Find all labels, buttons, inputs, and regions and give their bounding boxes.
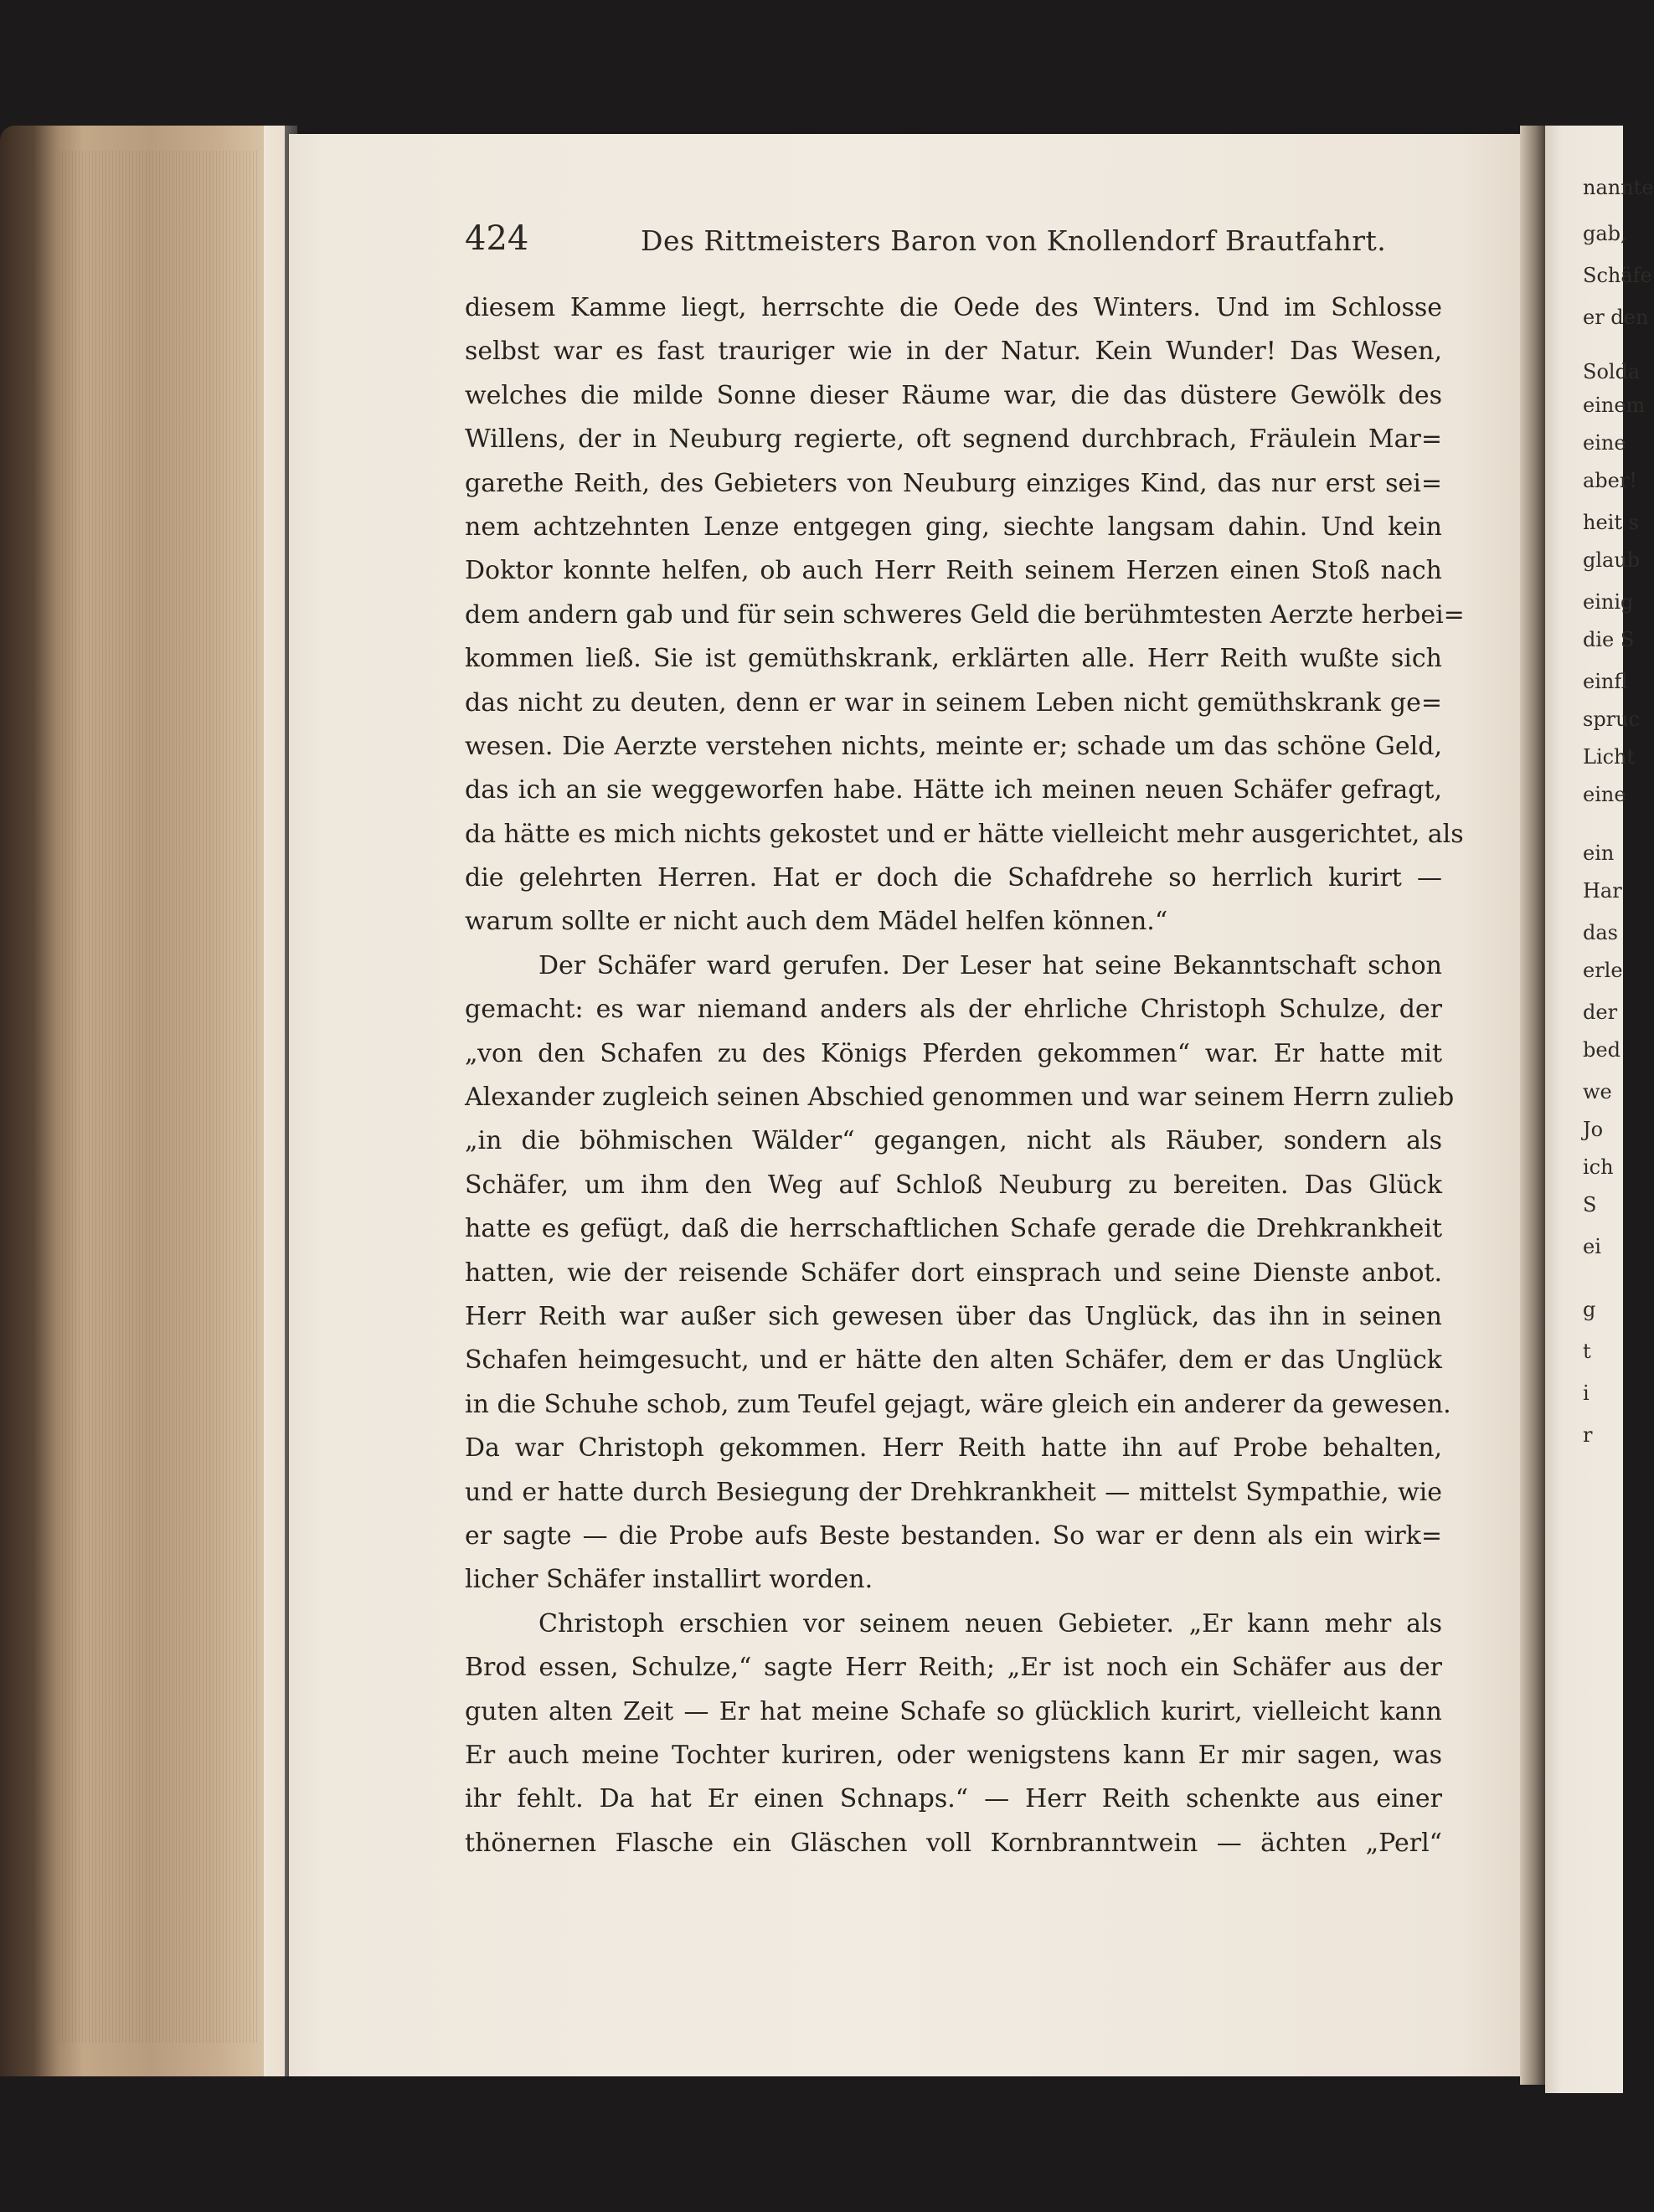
right-page-fragment: er den [1583, 306, 1649, 329]
text-line: er sagte — die Probe aufs Beste bestanden. So war er denn als ein wirk= [465, 1520, 1442, 1551]
text-line: Der Schäfer ward gerufen. Der Leser hat seine Bekanntschaft schon [538, 950, 1442, 980]
right-page-fragment: ein [1583, 841, 1615, 865]
text-line: Alexander zugleich seinen Abschied genommen und war seinem Herrn zulieb [465, 1083, 1455, 1113]
text-line: welches die milde Sonne dieser Räume war, die das düstere Gewölk des [465, 380, 1442, 410]
text-line: das nicht zu deuten, denn er war in seinem Leben nicht gemüthskrank ge= [465, 687, 1442, 718]
right-page-fragment: das [1583, 921, 1618, 944]
text-line: guten alten Zeit — Er hat meine Schafe so glücklich kurirt, vielleicht kann [465, 1696, 1442, 1726]
right-page-fragment: r [1583, 1423, 1593, 1447]
right-page-fragment: spruc [1583, 707, 1641, 731]
text-line: nem achtzehnten Lenze entgegen ging, siechte langsam dahin. Und kein [465, 512, 1442, 542]
left-page-block [0, 126, 285, 2076]
text-line: in die Schuhe schob, zum Teufel gejagt, wäre gleich ein anderer da gewesen. [465, 1389, 1451, 1419]
right-page-fragment: heit s [1583, 511, 1639, 534]
text-line: Schafen heimgesucht, und er hätte den alten Schäfer, dem er das Unglück [465, 1345, 1442, 1376]
text-line: die gelehrten Herren. Hat er doch die Schafdrehe so herrlich kurirt — [465, 863, 1442, 893]
right-page-fragment: Har [1583, 879, 1622, 903]
right-page-fragment: die S [1583, 628, 1635, 651]
text-line: da hätte es mich nichts gekostet und er hätte vielleicht mehr ausgerichtet, als [465, 819, 1464, 849]
right-page-fragment: erle [1583, 959, 1623, 982]
text-line: Doktor konnte helfen, ob auch Herr Reith seinem Herzen einen Stoß nach [465, 556, 1442, 586]
running-head: Des Rittmeisters Baron von Knollendorf Brautfahrt. [641, 224, 1387, 257]
right-page-fragment: der [1583, 1001, 1618, 1024]
text-line: wesen. Die Aerzte verstehen nichts, meinte er; schade um das schöne Geld, [465, 731, 1442, 761]
right-page-fragment: einfl [1583, 670, 1628, 693]
text-line: Er auch meine Tochter kuriren, oder wenigstens kann Er mir sagen, was [465, 1740, 1442, 1770]
text-line: und er hatte durch Besiegung der Drehkrankheit — mittelst Sympathie, wie [465, 1477, 1442, 1507]
text-line: dem andern gab und für sein schweres Geld die berühmtesten Aerzte herbei= [465, 599, 1465, 630]
right-page-fragment: Solda [1583, 360, 1641, 383]
text-line: „von den Schafen zu des Königs Pferden gekommen“ war. Er hatte mit [465, 1038, 1442, 1068]
text-line: diesem Kamme liegt, herrschte die Oede des Winters. Und im Schlosse [465, 293, 1442, 322]
right-page-fragment: aber! [1583, 469, 1637, 492]
right-page-fragment: eine [1583, 783, 1626, 806]
body-text [465, 286, 1465, 1865]
book-gutter [1520, 126, 1545, 2085]
text-line: garethe Reith, des Gebieters von Neuburg einziges Kind, das nur erst sei= [465, 468, 1442, 498]
right-page-fragment: ei [1583, 1235, 1601, 1258]
right-page-peek [1545, 126, 1654, 2093]
text-line: ihr fehlt. Da hat Er einen Schnaps.“ — Herr Reith schenkte aus einer [465, 1784, 1442, 1814]
text-line: Da war Christoph gekommen. Herr Reith hatte ihn auf Probe behalten, [465, 1433, 1442, 1464]
text-line: thönernen Flasche ein Gläschen voll Kornbranntwein — ächten „Perl“ [465, 1828, 1442, 1858]
right-page-fragment: einem [1583, 394, 1646, 417]
text-line: licher Schäfer installirt worden. [465, 1565, 873, 1595]
page-number: 424 [465, 219, 529, 258]
text-line: hatten, wie der reisende Schäfer dort einsprach und seine Dienste anbot. [465, 1258, 1442, 1288]
right-page-fragment: Schäfe [1583, 264, 1652, 287]
right-page-fragment: glaub [1583, 548, 1641, 572]
text-line: Schäfer, um ihm den Weg auf Schloß Neuburg zu bereiten. Das Glück [465, 1170, 1442, 1200]
right-page-fragment: g [1583, 1298, 1596, 1321]
text-line: Willens, der in Neuburg regierte, oft segnend durchbrach, Fräulein Mar= [465, 424, 1442, 455]
right-page-fragment: bed [1583, 1038, 1621, 1062]
right-page-fragment: nannte [1583, 176, 1654, 199]
right-page-fragment: we [1583, 1080, 1612, 1103]
right-page-fragment: S [1583, 1193, 1597, 1217]
text-line: warum sollte er nicht auch dem Mädel helfen können.“ [465, 907, 1168, 937]
text-line: gemacht: es war niemand anders als der ehrliche Christoph Schulze, der [465, 995, 1442, 1025]
text-line: hatte es gefügt, daß die herrschaftlichen Schafe gerade die Drehkrankheit [465, 1214, 1442, 1244]
right-page-fragment: gab, [1583, 222, 1627, 245]
right-page-fragment: Jo [1583, 1118, 1604, 1141]
right-page-fragment: Licht [1583, 745, 1636, 769]
text-line: Christoph erschien vor seinem neuen Gebieter. „Er kann mehr als [538, 1608, 1442, 1638]
right-page-fragment: eine [1583, 431, 1626, 455]
text-line: „in die böhmischen Wälder“ gegangen, nicht als Räuber, sondern als [465, 1126, 1442, 1156]
right-page-fragment: t [1583, 1340, 1591, 1363]
right-page-fragment: i [1583, 1381, 1590, 1405]
right-page-fragment: einig [1583, 590, 1634, 614]
text-line: kommen ließ. Sie ist gemüthskrank, erklärten alle. Herr Reith wußte sich [465, 644, 1442, 674]
text-line: das ich an sie weggeworfen habe. Hätte ich meinen neuen Schäfer gefragt, [465, 775, 1442, 805]
right-page-fragment: ich [1583, 1155, 1614, 1179]
text-line: selbst war es fast trauriger wie in der Natur. Kein Wunder! Das Wesen, [465, 337, 1442, 367]
text-line: Herr Reith war außer sich gewesen über das Unglück, das ihn in seinen [465, 1301, 1442, 1331]
text-line: Brod essen, Schulze,“ sagte Herr Reith; „Er ist noch ein Schäfer aus der [465, 1653, 1442, 1683]
